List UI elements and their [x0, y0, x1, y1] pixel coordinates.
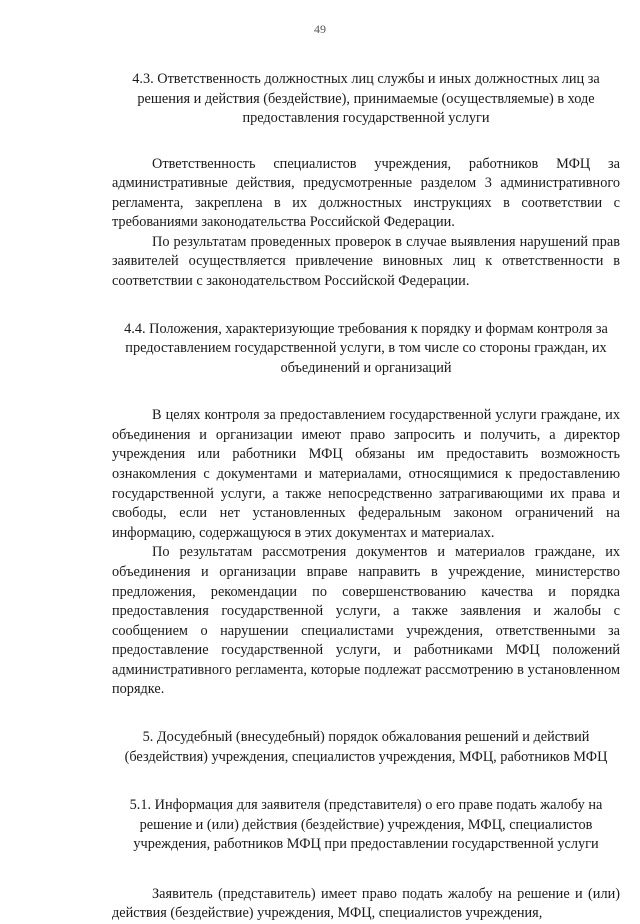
section-heading-5-1: 5.1. Информация для заявителя (представителя) о его праве подать жалобу на решение и (или) действия (бездействие) учреждения, МФЦ, специалистов учреждения, работников МФЦ при предоставлении государственной услуги	[129, 797, 603, 853]
section-heading-4-3: 4.3. Ответственность должностных лиц службы и иных должностных лиц за решения и действия (бездействие), принимаемые (осуществляемые) в ходе предоставления государственной услуги	[132, 71, 600, 126]
paragraph-review-results: По результатам рассмотрения документов и материалов граждане, их объединения и организации вправе направить в учреждение, министерство предложения, рекомендации по совершенствованию качества и порядка предоставления государственной услуги, а также заявления и жалобы с сообщением о нарушении специалистами учреждения, ответственными за предоставление государственной услуги, и работниками МФЦ положений административного регламента, которые подлежат рассмотрению в установленном порядке.	[112, 544, 620, 698]
paragraph-violations: По результатам проведенных проверок в случае выявления нарушений прав заявителей осуществляется привлечение виновных лиц к ответственности в соответствии с законодательством Российской Федерации.	[112, 233, 620, 290]
document-body	[112, 70, 620, 924]
page-number: 49	[314, 22, 326, 36]
section-heading-5: 5. Досудебный (внесудебный) порядок обжалования решений и действий (бездействия) учреждения, специалистов учреждения, МФЦ, работников МФЦ	[124, 729, 608, 765]
paragraph-complaint-right: Заявитель (представитель) имеет право подать жалобу на решение и (или) действия (бездействие) учреждения, МФЦ, специалистов учреждения,	[112, 885, 620, 922]
paragraph-responsibility: Ответственность специалистов учреждения, работников МФЦ за административные действия, предусмотренные разделом 3 административного регламента, закреплена в их должностных инструкциях в соответствии с требованиями законодательства Российской Федерации.	[112, 155, 620, 231]
paragraph-control-rights: В целях контроля за предоставлением государственной услуги граждане, их объединения и организации имеют право запросить и получить, а директор учреждения или работники МФЦ обязаны им предоставить возможность ознакомления с документами и материалами, относящимися к предоставлению государственной услуги, а также непосредственно затрагивающими их права и свободы, если нет установленных федеральным законом ограничений на информацию, содержащуюся в этих документах и материалах.	[112, 407, 620, 541]
section-heading-4-4: 4.4. Положения, характеризующие требования к порядку и формам контроля за предоставлением государственной услуги, в том числе со стороны граждан, их объединений и организаций	[124, 320, 608, 376]
